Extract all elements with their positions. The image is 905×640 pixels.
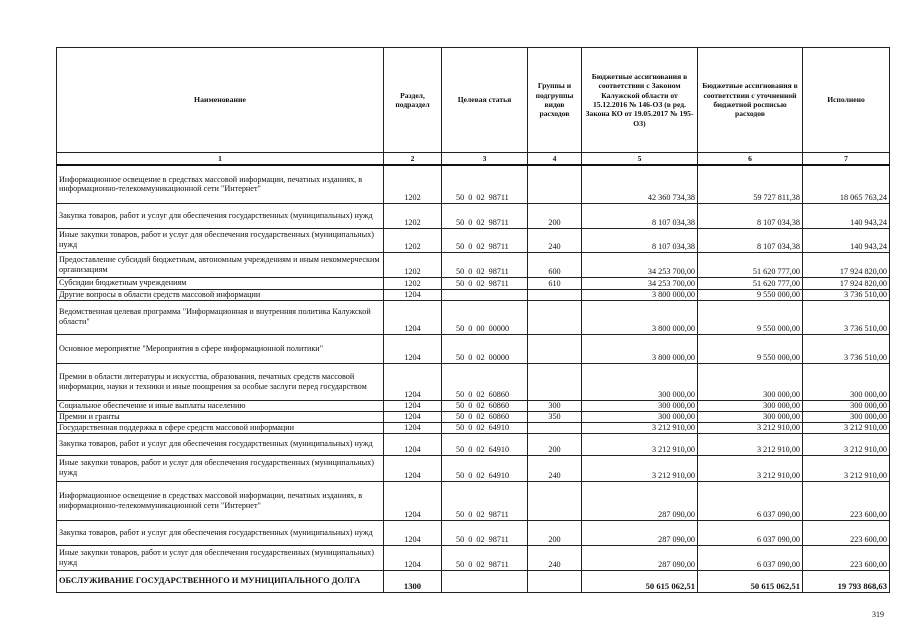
table-row xyxy=(57,570,890,592)
row-section: 1202 xyxy=(384,228,442,252)
row-name: Основное мероприятие "Мероприятия в сфере информационной политики" xyxy=(57,334,384,363)
row-name: Информационное освещение в средствах массовой информации, печатных изданиях, в информационно-телекоммуникационной сети "Интернет" xyxy=(57,165,384,203)
table-row xyxy=(57,545,890,570)
row-expense-group: 300 xyxy=(528,400,582,411)
table-row xyxy=(57,400,890,411)
row-target-article: 50 0 02 60860 xyxy=(442,363,528,400)
row-budget-amount: 8 107 034,38 xyxy=(698,228,803,252)
row-budget-amount: 51 620 777,00 xyxy=(698,252,803,277)
row-target-article: 50 0 02 98711 xyxy=(442,252,528,277)
row-executed-amount: 300 000,00 xyxy=(803,411,890,422)
row-name: Ведомственная целевая программа "Информационная и внутренняя политика Калужской области" xyxy=(57,300,384,334)
row-target-article: 50 0 02 98711 xyxy=(442,277,528,289)
page-number: 319 xyxy=(872,610,884,619)
row-section: 1300 xyxy=(384,570,442,592)
row-target-article: 50 0 00 00000 xyxy=(442,300,528,334)
row-section: 1204 xyxy=(384,334,442,363)
row-executed-amount: 223 600,00 xyxy=(803,545,890,570)
table-row xyxy=(57,228,890,252)
row-name: Иные закупки товаров, работ и услуг для обеспечения государственных (муниципальных) нужд xyxy=(57,455,384,481)
row-executed-amount: 223 600,00 xyxy=(803,520,890,545)
row-executed-amount: 17 924 820,00 xyxy=(803,277,890,289)
row-name: ОБСЛУЖИВАНИЕ ГОСУДАРСТВЕННОГО И МУНИЦИПАЛЬНОГО ДОЛГА xyxy=(57,570,384,592)
row-expense-group: 240 xyxy=(528,545,582,570)
row-section: 1204 xyxy=(384,289,442,300)
column-number: 6 xyxy=(698,153,803,166)
row-budget-amount: 9 550 000,00 xyxy=(698,289,803,300)
row-section: 1204 xyxy=(384,411,442,422)
table-row xyxy=(57,300,890,334)
row-executed-amount: 140 943,24 xyxy=(803,228,890,252)
row-section: 1202 xyxy=(384,165,442,203)
row-budget-amount: 6 037 090,00 xyxy=(698,520,803,545)
row-budget-amount: 9 550 000,00 xyxy=(698,300,803,334)
row-expense-group: 240 xyxy=(528,228,582,252)
row-section: 1204 xyxy=(384,545,442,570)
row-law-amount: 287 090,00 xyxy=(582,481,698,520)
row-executed-amount: 3 736 510,00 xyxy=(803,300,890,334)
row-law-amount: 300 000,00 xyxy=(582,400,698,411)
table-row xyxy=(57,252,890,277)
row-name: Информационное освещение в средствах массовой информации, печатных изданиях, в информационно-телекоммуникационной сети "Интернет" xyxy=(57,481,384,520)
row-expense-group: 240 xyxy=(528,455,582,481)
row-expense-group xyxy=(528,289,582,300)
row-section: 1202 xyxy=(384,252,442,277)
table-row xyxy=(57,165,890,203)
budget-table xyxy=(56,47,890,593)
row-target-article: 50 0 02 64910 xyxy=(442,433,528,455)
row-budget-amount: 300 000,00 xyxy=(698,363,803,400)
row-section: 1204 xyxy=(384,400,442,411)
row-section: 1204 xyxy=(384,363,442,400)
row-expense-group xyxy=(528,334,582,363)
row-target-article xyxy=(442,289,528,300)
row-name: Предоставление субсидий бюджетным, автономным учреждениям и иным некоммерческим организациям xyxy=(57,252,384,277)
row-law-amount: 300 000,00 xyxy=(582,411,698,422)
row-budget-amount: 3 212 910,00 xyxy=(698,455,803,481)
row-budget-amount: 50 615 062,51 xyxy=(698,570,803,592)
row-name: Закупка товаров, работ и услуг для обеспечения государственных (муниципальных) нужд xyxy=(57,433,384,455)
column-number: 2 xyxy=(384,153,442,166)
table-row xyxy=(57,334,890,363)
row-name: Закупка товаров, работ и услуг для обеспечения государственных (муниципальных) нужд xyxy=(57,520,384,545)
row-section: 1202 xyxy=(384,277,442,289)
row-expense-group xyxy=(528,363,582,400)
row-target-article: 50 0 02 64910 xyxy=(442,455,528,481)
row-law-amount: 3 212 910,00 xyxy=(582,422,698,433)
column-number: 7 xyxy=(803,153,890,166)
header-executed: Исполнено xyxy=(803,48,890,153)
column-number: 3 xyxy=(442,153,528,166)
row-law-amount: 8 107 034,38 xyxy=(582,203,698,228)
row-expense-group xyxy=(528,570,582,592)
row-budget-amount: 51 620 777,00 xyxy=(698,277,803,289)
header-law-appropriations: Бюджетные ассигнования в соответствии с Законом Калужской области от 15.12.2016 № 146-ОЗ (в ред. Закона КО от 19.05.2017 № 195-ОЗ) xyxy=(582,48,698,153)
column-number: 1 xyxy=(57,153,384,166)
row-name: Закупка товаров, работ и услуг для обеспечения государственных (муниципальных) нужд xyxy=(57,203,384,228)
row-target-article: 50 0 02 98711 xyxy=(442,228,528,252)
row-law-amount: 34 253 700,00 xyxy=(582,277,698,289)
row-expense-group xyxy=(528,165,582,203)
row-target-article: 50 0 02 98711 xyxy=(442,203,528,228)
row-law-amount: 3 800 000,00 xyxy=(582,300,698,334)
row-expense-group: 200 xyxy=(528,203,582,228)
row-budget-amount: 6 037 090,00 xyxy=(698,545,803,570)
table-row xyxy=(57,277,890,289)
row-law-amount: 8 107 034,38 xyxy=(582,228,698,252)
table-body xyxy=(57,165,890,592)
row-expense-group xyxy=(528,300,582,334)
row-target-article: 50 0 02 60860 xyxy=(442,400,528,411)
row-target-article: 50 0 02 00000 xyxy=(442,334,528,363)
header-section: Раздел, подраздел xyxy=(384,48,442,153)
row-budget-amount: 300 000,00 xyxy=(698,400,803,411)
row-executed-amount: 3 212 910,00 xyxy=(803,422,890,433)
row-name: Иные закупки товаров, работ и услуг для обеспечения государственных (муниципальных) нужд xyxy=(57,228,384,252)
row-expense-group xyxy=(528,481,582,520)
table-row xyxy=(57,481,890,520)
row-expense-group xyxy=(528,422,582,433)
header-budget-appropriations: Бюджетные ассигнования в соответствии с уточненной бюджетной росписью расходов xyxy=(698,48,803,153)
table-row xyxy=(57,411,890,422)
table-row xyxy=(57,289,890,300)
row-law-amount: 287 090,00 xyxy=(582,545,698,570)
row-section: 1204 xyxy=(384,520,442,545)
row-name: Субсидии бюджетным учреждениям xyxy=(57,277,384,289)
row-name: Иные закупки товаров, работ и услуг для обеспечения государственных (муниципальных) нужд xyxy=(57,545,384,570)
row-name: Социальное обеспечение и иные выплаты населению xyxy=(57,400,384,411)
row-law-amount: 3 212 910,00 xyxy=(582,433,698,455)
row-expense-group: 600 xyxy=(528,252,582,277)
row-law-amount: 287 090,00 xyxy=(582,520,698,545)
table-row xyxy=(57,422,890,433)
row-executed-amount: 223 600,00 xyxy=(803,481,890,520)
column-number: 5 xyxy=(582,153,698,166)
row-budget-amount: 9 550 000,00 xyxy=(698,334,803,363)
row-executed-amount: 3 212 910,00 xyxy=(803,455,890,481)
row-executed-amount: 19 793 868,63 xyxy=(803,570,890,592)
table-row xyxy=(57,433,890,455)
row-budget-amount: 3 212 910,00 xyxy=(698,433,803,455)
row-executed-amount: 300 000,00 xyxy=(803,400,890,411)
row-law-amount: 42 360 734,38 xyxy=(582,165,698,203)
header-target-article: Целевая статья xyxy=(442,48,528,153)
row-section: 1204 xyxy=(384,433,442,455)
row-section: 1204 xyxy=(384,422,442,433)
row-expense-group: 200 xyxy=(528,433,582,455)
row-executed-amount: 300 000,00 xyxy=(803,363,890,400)
row-law-amount: 34 253 700,00 xyxy=(582,252,698,277)
row-section: 1204 xyxy=(384,455,442,481)
row-target-article xyxy=(442,570,528,592)
table-row xyxy=(57,203,890,228)
row-executed-amount: 3 736 510,00 xyxy=(803,289,890,300)
row-law-amount: 3 800 000,00 xyxy=(582,289,698,300)
row-expense-group: 610 xyxy=(528,277,582,289)
row-name: Премии в области литературы и искусства, образования, печатных средств массовой информации, науки и техники и иные поощрения за особые заслуги перед государством xyxy=(57,363,384,400)
row-law-amount: 50 615 062,51 xyxy=(582,570,698,592)
row-executed-amount: 17 924 820,00 xyxy=(803,252,890,277)
row-name: Премии и гранты xyxy=(57,411,384,422)
table-row xyxy=(57,455,890,481)
row-target-article: 50 0 02 98711 xyxy=(442,520,528,545)
row-executed-amount: 3 212 910,00 xyxy=(803,433,890,455)
row-executed-amount: 18 065 763,24 xyxy=(803,165,890,203)
row-law-amount: 300 000,00 xyxy=(582,363,698,400)
row-budget-amount: 6 037 090,00 xyxy=(698,481,803,520)
row-executed-amount: 140 943,24 xyxy=(803,203,890,228)
row-name: Другие вопросы в области средств массовой информации xyxy=(57,289,384,300)
row-target-article: 50 0 02 98711 xyxy=(442,545,528,570)
row-budget-amount: 3 212 910,00 xyxy=(698,422,803,433)
row-target-article: 50 0 02 64910 xyxy=(442,422,528,433)
row-budget-amount: 8 107 034,38 xyxy=(698,203,803,228)
table-row xyxy=(57,363,890,400)
row-target-article: 50 0 02 98711 xyxy=(442,481,528,520)
row-section: 1202 xyxy=(384,203,442,228)
header-name: Наименование xyxy=(57,48,384,153)
row-law-amount: 3 212 910,00 xyxy=(582,455,698,481)
row-budget-amount: 59 727 811,38 xyxy=(698,165,803,203)
row-section: 1204 xyxy=(384,300,442,334)
row-budget-amount: 300 000,00 xyxy=(698,411,803,422)
row-name: Государственная поддержка в сфере средств массовой информации xyxy=(57,422,384,433)
row-section: 1204 xyxy=(384,481,442,520)
row-target-article: 50 0 02 98711 xyxy=(442,165,528,203)
header-expense-group: Группы и подгруппы видов расходов xyxy=(528,48,582,153)
row-expense-group: 200 xyxy=(528,520,582,545)
column-number: 4 xyxy=(528,153,582,166)
row-law-amount: 3 800 000,00 xyxy=(582,334,698,363)
row-executed-amount: 3 736 510,00 xyxy=(803,334,890,363)
row-expense-group: 350 xyxy=(528,411,582,422)
row-target-article: 50 0 02 60860 xyxy=(442,411,528,422)
table-row xyxy=(57,520,890,545)
